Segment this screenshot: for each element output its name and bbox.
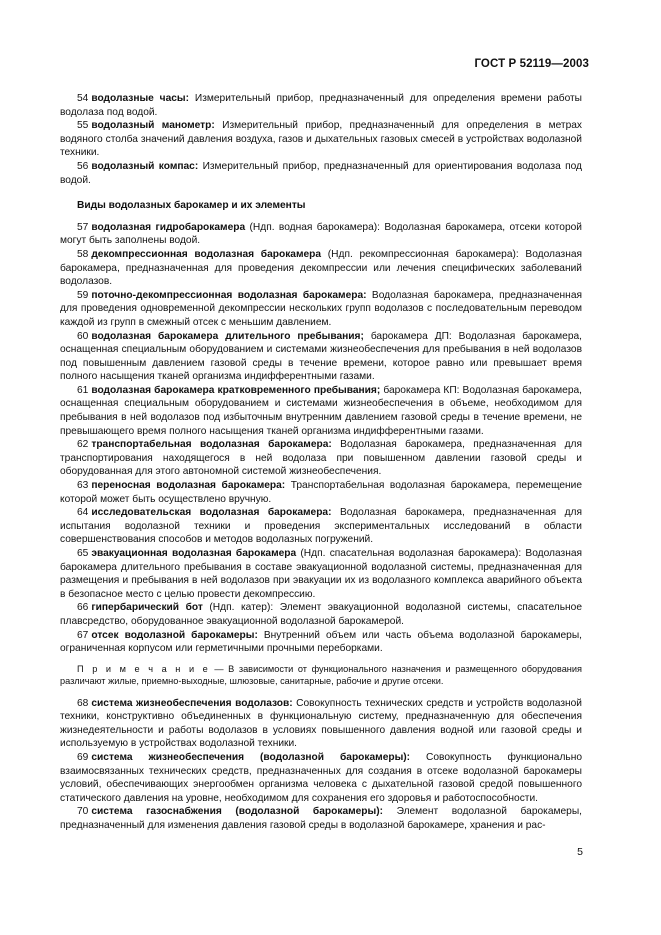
term-name: эвакуационная водолазная барокамера <box>91 548 297 559</box>
term-definition: (Ндп. рекомпрессионная барокамера): Водолазная барокамера, предназначенная для проведения декомпрессии или лечения специфических заболеваний водолазов. <box>60 248 583 288</box>
term-name: водолазный манометр: <box>91 120 215 132</box>
term-number: 65 <box>77 548 89 559</box>
term-entry <box>60 506 582 547</box>
term-definition: (Ндп. спасательная водолазная барокамера): Водолазная барокамера длительного пребывания в составе эвакуационной водолазной системы, предназначенная для размещения и пребывания в ней водолазов при эвакуации их из водолазного комплекса аварийного объекта в безопасное место с целью провести декомпрессию. <box>60 548 582 600</box>
term-entry <box>60 248 582 289</box>
term-number: 62 <box>77 439 89 451</box>
term-name: водолазный компас: <box>91 160 199 172</box>
terms-group-b <box>60 221 582 656</box>
term-number: 70 <box>77 806 89 818</box>
term-definition: барокамера ДП: Водолазная барокамера, оснащенная специальным оборудованием и системами жизнеобеспечения для пребывания в ней водолазов под повышенным давлением газовой среды в течение времени, которое равно или превышает время полного насыщения тканей организма индифферентными газами. <box>60 330 582 383</box>
section-title: Виды водолазных барокамер и их элементы <box>77 200 306 212</box>
term-entry <box>60 697 582 751</box>
term-entry <box>60 289 582 330</box>
term-number: 60 <box>77 330 89 342</box>
term-definition: Измерительный прибор, предназначенный для ориентирования водолаза под водой. <box>60 160 582 186</box>
term-entry <box>60 221 582 248</box>
term-entry <box>60 330 582 384</box>
term-entry <box>60 629 582 656</box>
term-entry <box>60 384 582 438</box>
term-number: 57 <box>77 221 89 233</box>
term-entry <box>60 601 582 628</box>
term-definition: барокамера КП: Водолазная барокамера, оснащенная специальным оборудованием и системами жизнеобеспечения в объеме, необходимом для пребывания в ней водолазов под избыточным внутренним давлением газовой среды в течение времени, не превышающего время полного насыщения тканей организма индифферентными газами. <box>60 384 583 437</box>
term-definition: (Ндп. водная барокамера): Водолазная барокамера, отсеки которой могут быть заполнены водой. <box>60 221 582 247</box>
term-definition: Измерительный прибор, предназначенный для определения в метрах водяного столба значений давления воздуха, газов и дыхательных газовых смесей в устройствах водолазной техники. <box>60 120 582 159</box>
term-name: система жизнеобеспечения (водолазной барокамеры): <box>91 751 411 763</box>
term-number: 59 <box>77 289 89 301</box>
term-number: 68 <box>77 697 89 709</box>
term-entry <box>60 479 582 506</box>
term-name: переносная водолазная барокамера: <box>91 480 286 492</box>
page-body <box>60 92 582 833</box>
term-number: 58 <box>77 248 89 260</box>
term-number: 54 <box>77 93 89 104</box>
term-definition: Внутренний объем или часть объема водолазной барокамеры, ограниченная корпусом или герметичными прочными переборками. <box>60 629 582 655</box>
term-entry <box>60 438 582 479</box>
term-number: 64 <box>77 507 89 519</box>
term-name: декомпрессионная водолазная барокамера <box>91 248 322 260</box>
term-number: 67 <box>77 629 89 641</box>
term-entry <box>60 547 582 601</box>
term-definition: Водолазная барокамера, предназначенная для транспортирования находящегося в ней водолаза при повышенном давлении газовой среды и оборудованная для этого автономной системой жизнеобеспечения. <box>60 439 582 478</box>
term-name: водолазная барокамера кратковременного пребывания; <box>91 384 381 396</box>
term-name: водолазные часы: <box>91 93 190 104</box>
term-definition: Элемент водолазной барокамеры, предназначенный для изменения давления газовой среды в водолазной барокамере, хранения и рас- <box>60 806 582 831</box>
term-name: водолазная гидробарокамера <box>91 221 246 233</box>
term-entry <box>60 751 582 805</box>
note <box>60 663 582 688</box>
term-number: 69 <box>77 751 89 763</box>
term-number: 61 <box>77 384 89 396</box>
term-number: 55 <box>77 120 89 132</box>
term-definition: Транспортабельная водолазная барокамера, перемещение которой может быть осуществлено вручную. <box>60 480 582 505</box>
term-definition: Измерительный прибор, предназначенный для определения времени работы водолаза под водой. <box>60 93 583 118</box>
term-name: отсек водолазной барокамеры: <box>91 629 258 641</box>
term-name: система жизнеобеспечения водолазов: <box>91 697 293 709</box>
term-definition: Водолазная барокамера, предназначенная для проведения одновременной декомпрессии нескольких групп водолазов с последовательным переводом каждой из групп в смежный отсек с меньшим давлением. <box>60 289 582 328</box>
term-name: водолазная барокамера длительного пребывания; <box>91 330 364 342</box>
term-entry <box>60 119 582 160</box>
term-definition: Водолазная барокамера, предназначенная для испытания водолазной техники и проведения экспериментальных исследований в области совершенствования способов и методов водолазных погружений. <box>60 507 582 546</box>
page-number: 5 <box>577 846 583 858</box>
terms-group-c <box>60 697 582 833</box>
term-number: 63 <box>77 480 89 492</box>
term-name: транспортабельная водолазная барокамера: <box>91 439 332 451</box>
term-name: поточно-декомпрессионная водолазная барокамера: <box>91 289 367 301</box>
term-name: исследовательская водолазная барокамера: <box>91 507 332 519</box>
note-text: — В зависимости от функционального назначения и размещенного оборудования различают жилые, приемно-выходные, шлюзовые, санитарные, рабочие и другие отсеки. <box>60 663 582 687</box>
term-name: система газоснабжения (водолазной барокамеры): <box>91 806 384 818</box>
term-entry <box>60 805 582 832</box>
term-definition: Совокупность функционально взаимосвязанных технических средств, предназначенных для создания в отсеке водолазной барокамеры условий, обеспечивающих энергообмен организма человека с дыхательной газовой средой повышенного статического давления на уровне, необходимом для сохранения его здоровья и работоспособности. <box>60 751 582 804</box>
term-definition: (Ндп. катер): Элемент эвакуационной водолазной системы, спасательное плавсредство, оборудованное эвакуационной водолазной барокамерой. <box>60 602 582 627</box>
term-entry <box>60 92 582 119</box>
term-number: 56 <box>77 160 89 172</box>
terms-group-a <box>60 92 582 187</box>
standard-header: ГОСТ Р 52119—2003 <box>474 58 589 70</box>
term-entry <box>60 160 582 187</box>
note-label: П р и м е ч а н и е <box>77 663 210 674</box>
term-number: 66 <box>77 602 89 614</box>
term-definition: Совокупность технических средств и устройств водолазной техники, конструктивно объединенных в функциональную систему, предназначенную для обеспечения жизнедеятельности и работы водолазов в условиях повышенного давления водной или газовой среды и используемую в устройствах водолазной техники. <box>60 697 582 750</box>
term-name: гипербарический бот <box>91 602 203 614</box>
